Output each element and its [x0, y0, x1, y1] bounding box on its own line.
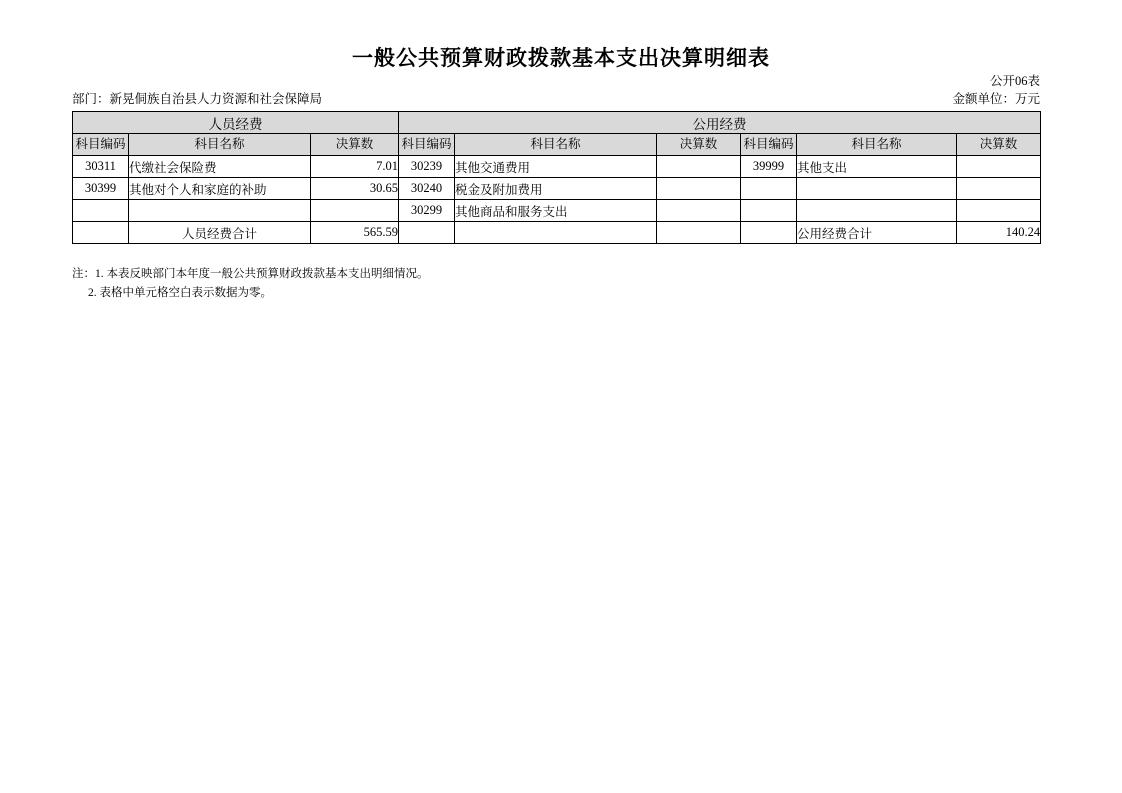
cell-personnel-name: 其他对个人和家庭的补助 — [129, 178, 311, 200]
cell-public2-name: 其他支出 — [797, 156, 957, 178]
cell-personnel-name — [129, 200, 311, 222]
cell-public1-code: 30299 — [399, 200, 455, 222]
cell-public2-code: 39999 — [741, 156, 797, 178]
cell-total-personnel-amount: 565.59 — [311, 222, 399, 244]
cell-public1-code: 30239 — [399, 156, 455, 178]
cell-total-personnel-code — [73, 222, 129, 244]
cell-public2-code — [741, 200, 797, 222]
cell-public1-name: 其他交通费用 — [455, 156, 657, 178]
cell-public2-name — [797, 178, 957, 200]
cell-public2-amount — [957, 178, 1041, 200]
column-header-amount-1: 决算数 — [311, 134, 399, 156]
cell-public2-amount — [957, 200, 1041, 222]
cell-total-public1-code — [399, 222, 455, 244]
cell-total-public1-name — [455, 222, 657, 244]
table-row — [73, 178, 1041, 200]
cell-total-public1-amount — [657, 222, 741, 244]
budget-detail-table — [72, 111, 1041, 244]
table-group-header-row — [73, 112, 1041, 134]
cell-public1-amount — [657, 156, 741, 178]
cell-total-public2-label: 公用经费合计 — [797, 222, 957, 244]
cell-personnel-amount: 7.01 — [311, 156, 399, 178]
cell-personnel-code: 30399 — [73, 178, 129, 200]
page-title: 一般公共预算财政拨款基本支出决算明细表 — [352, 46, 770, 70]
cell-total-public2-amount: 140.24 — [957, 222, 1041, 244]
cell-total-public2-code — [741, 222, 797, 244]
column-header-amount-2: 决算数 — [657, 134, 741, 156]
group-header-personnel: 人员经费 — [73, 112, 399, 134]
column-header-code-1: 科目编码 — [73, 134, 129, 156]
cell-personnel-amount: 30.65 — [311, 178, 399, 200]
cell-personnel-amount — [311, 200, 399, 222]
column-header-name-3: 科目名称 — [797, 134, 957, 156]
sheet-number: 公开06表 — [989, 74, 1040, 88]
cell-public1-name: 其他商品和服务支出 — [455, 200, 657, 222]
cell-public2-code — [741, 178, 797, 200]
cell-public1-amount — [657, 200, 741, 222]
table-row — [73, 156, 1041, 178]
table-row — [73, 200, 1041, 222]
table-notes — [72, 265, 429, 303]
cell-public2-name — [797, 200, 957, 222]
column-header-code-3: 科目编码 — [741, 134, 797, 156]
department-label: 部门：新晃侗族自治县人力资源和社会保障局 — [72, 92, 323, 106]
cell-personnel-code — [73, 200, 129, 222]
cell-personnel-code: 30311 — [73, 156, 129, 178]
group-header-public: 公用经费 — [399, 112, 1041, 134]
column-header-name-2: 科目名称 — [455, 134, 657, 156]
column-header-amount-3: 决算数 — [957, 134, 1041, 156]
table-column-header-row — [73, 134, 1041, 156]
cell-public1-amount — [657, 178, 741, 200]
note-line-2: 2. 表格中单元格空白表示数据为零。 — [88, 287, 272, 299]
cell-personnel-name: 代缴社会保险费 — [129, 156, 311, 178]
cell-public2-amount — [957, 156, 1041, 178]
cell-total-personnel-label: 人员经费合计 — [129, 222, 311, 244]
note-line-1: 注：1. 本表反映部门本年度一般公共预算财政拨款基本支出明细情况。 — [72, 268, 429, 280]
cell-public1-name: 税金及附加费用 — [455, 178, 657, 200]
cell-public1-code: 30240 — [399, 178, 455, 200]
column-header-code-2: 科目编码 — [399, 134, 455, 156]
amount-unit-label: 金额单位：万元 — [952, 92, 1040, 106]
column-header-name-1: 科目名称 — [129, 134, 311, 156]
table-total-row — [73, 222, 1041, 244]
